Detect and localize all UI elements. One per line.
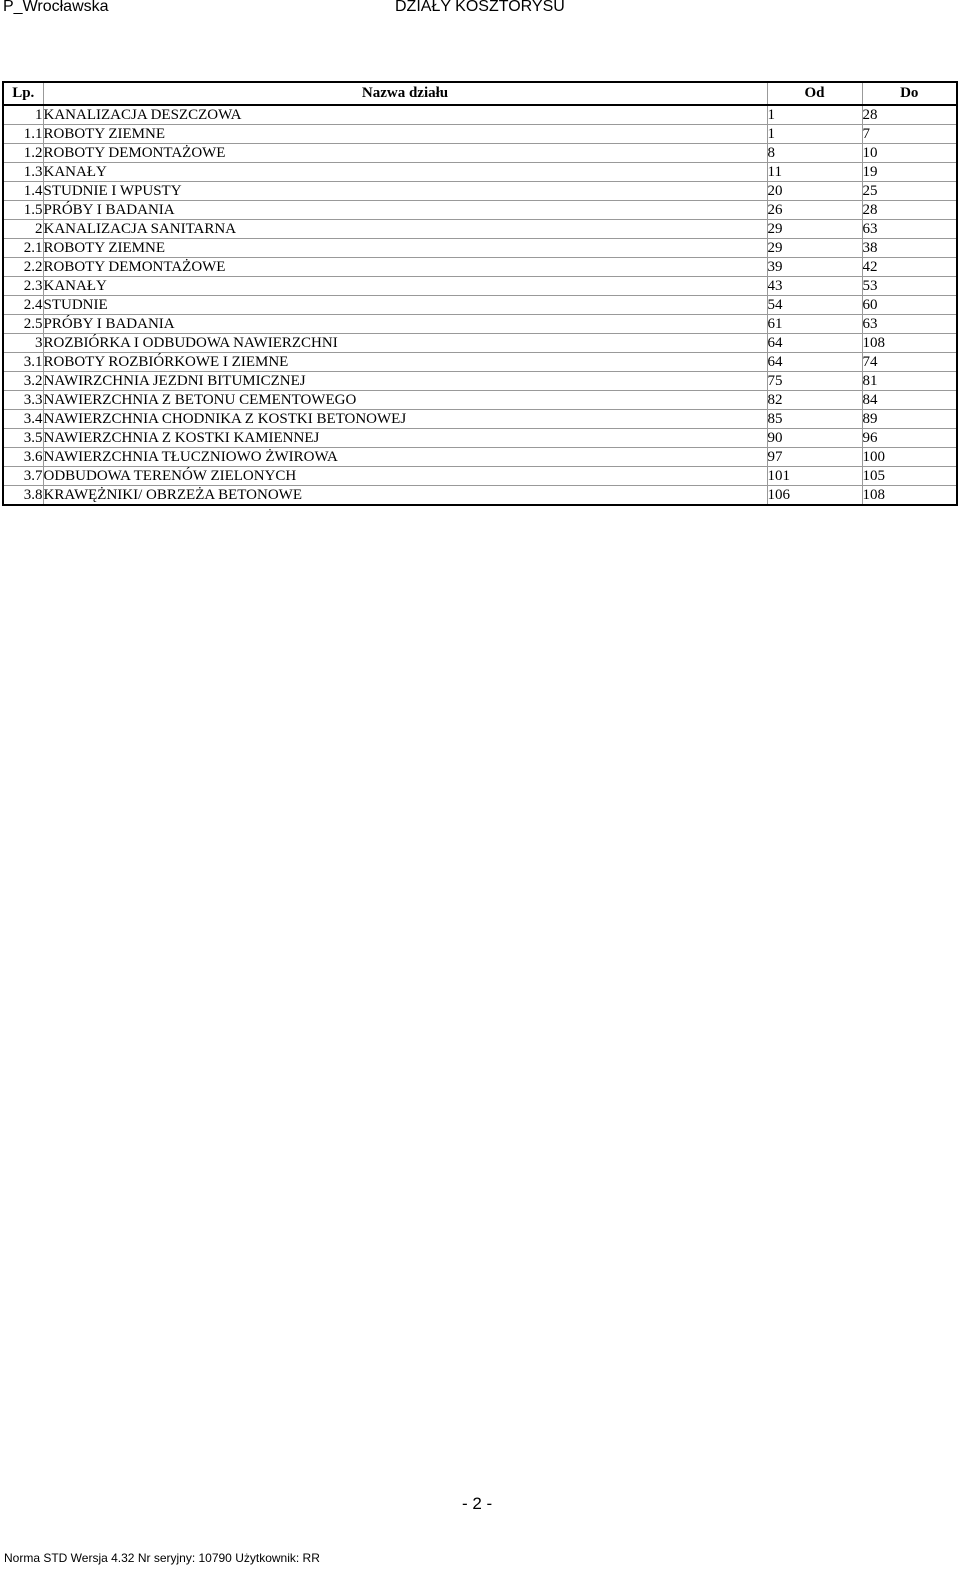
cell-lp: 1: [3, 105, 43, 125]
cell-do: 25: [862, 182, 957, 201]
cell-do: 74: [862, 353, 957, 372]
cell-name: KANALIZACJA DESZCZOWA: [43, 105, 767, 125]
cell-do: 96: [862, 429, 957, 448]
table-row: [3, 182, 957, 201]
cell-name: ROZBIÓRKA I ODBUDOWA NAWIERZCHNI: [43, 334, 767, 353]
table-row: [3, 410, 957, 429]
table-row: [3, 239, 957, 258]
cell-lp: 2.1: [3, 239, 43, 258]
cell-od: 75: [767, 372, 862, 391]
cell-od: 106: [767, 486, 862, 506]
cell-od: 64: [767, 353, 862, 372]
cell-do: 53: [862, 277, 957, 296]
cell-do: 108: [862, 486, 957, 506]
page-number: - 2 -: [462, 1494, 493, 1513]
cell-name: ROBOTY ROZBIÓRKOWE I ZIEMNE: [43, 353, 767, 372]
cell-od: 97: [767, 448, 862, 467]
table-row: [3, 201, 957, 220]
cell-name: NAWIRZCHNIA JEZDNI BITUMICZNEJ: [43, 372, 767, 391]
cell-lp: 3.8: [3, 486, 43, 506]
cell-od: 39: [767, 258, 862, 277]
cell-od: 29: [767, 220, 862, 239]
cell-name: STUDNIE: [43, 296, 767, 315]
cell-lp: 3.7: [3, 467, 43, 486]
cell-lp: 3.3: [3, 391, 43, 410]
cell-lp: 1.3: [3, 163, 43, 182]
cell-name: NAWIERZCHNIA TŁUCZNIOWO ŻWIROWA: [43, 448, 767, 467]
table-row: [3, 334, 957, 353]
cell-name: PRÓBY I BADANIA: [43, 315, 767, 334]
footer-text: Norma STD Wersja 4.32 Nr seryjny: 10790 Użytkownik: RR: [4, 1551, 320, 1565]
cell-lp: 3.4: [3, 410, 43, 429]
column-header-do: Do: [862, 82, 957, 105]
cell-od: 20: [767, 182, 862, 201]
cell-name: STUDNIE I WPUSTY: [43, 182, 767, 201]
cell-name: KANALIZACJA SANITARNA: [43, 220, 767, 239]
cell-od: 26: [767, 201, 862, 220]
cell-od: 1: [767, 125, 862, 144]
cell-lp: 3.1: [3, 353, 43, 372]
table-row: [3, 486, 957, 506]
column-header-od: Od: [767, 82, 862, 105]
cell-name: ODBUDOWA TERENÓW ZIELONYCH: [43, 467, 767, 486]
table-row: [3, 448, 957, 467]
table-row: [3, 391, 957, 410]
cell-do: 100: [862, 448, 957, 467]
cell-name: NAWIERZCHNIA CHODNIKA Z KOSTKI BETONOWEJ: [43, 410, 767, 429]
cell-do: 38: [862, 239, 957, 258]
cell-od: 43: [767, 277, 862, 296]
cell-od: 101: [767, 467, 862, 486]
cell-do: 84: [862, 391, 957, 410]
cell-do: 28: [862, 201, 957, 220]
cell-lp: 3: [3, 334, 43, 353]
cell-lp: 2.2: [3, 258, 43, 277]
cell-lp: 1.4: [3, 182, 43, 201]
cell-do: 108: [862, 334, 957, 353]
cell-lp: 3.6: [3, 448, 43, 467]
table-row: [3, 315, 957, 334]
table-row: [3, 429, 957, 448]
cell-name: NAWIERZCHNIA Z KOSTKI KAMIENNEJ: [43, 429, 767, 448]
document-name: P_Wrocławska: [3, 0, 109, 15]
cell-od: 11: [767, 163, 862, 182]
cell-lp: 2: [3, 220, 43, 239]
cell-name: ROBOTY DEMONTAŻOWE: [43, 258, 767, 277]
cell-do: 28: [862, 105, 957, 125]
cell-od: 8: [767, 144, 862, 163]
cell-do: 63: [862, 220, 957, 239]
cell-od: 54: [767, 296, 862, 315]
cell-name: KRAWĘŻNIKI/ OBRZEŻA BETONOWE: [43, 486, 767, 506]
cell-name: KANAŁY: [43, 277, 767, 296]
cell-od: 29: [767, 239, 862, 258]
cell-lp: 3.5: [3, 429, 43, 448]
table-row: [3, 372, 957, 391]
cell-lp: 2.3: [3, 277, 43, 296]
cell-do: 60: [862, 296, 957, 315]
cell-od: 90: [767, 429, 862, 448]
cell-od: 61: [767, 315, 862, 334]
cell-od: 64: [767, 334, 862, 353]
cell-name: NAWIERZCHNIA Z BETONU CEMENTOWEGO: [43, 391, 767, 410]
cell-name: ROBOTY DEMONTAŻOWE: [43, 144, 767, 163]
cell-lp: 1.1: [3, 125, 43, 144]
table-row: [3, 220, 957, 239]
cell-do: 89: [862, 410, 957, 429]
cell-do: 81: [862, 372, 957, 391]
cell-lp: 1.5: [3, 201, 43, 220]
cell-lp: 2.5: [3, 315, 43, 334]
sections-table: [2, 81, 958, 506]
cell-do: 105: [862, 467, 957, 486]
table-row: [3, 296, 957, 315]
cell-od: 1: [767, 105, 862, 125]
cell-name: ROBOTY ZIEMNE: [43, 239, 767, 258]
table-row: [3, 105, 957, 125]
table-row: [3, 353, 957, 372]
cell-name: ROBOTY ZIEMNE: [43, 125, 767, 144]
table-header-row: [3, 82, 957, 105]
table-row: [3, 258, 957, 277]
column-header-lp: Lp.: [3, 82, 43, 105]
cell-lp: 2.4: [3, 296, 43, 315]
table-row: [3, 277, 957, 296]
cell-name: PRÓBY I BADANIA: [43, 201, 767, 220]
cell-do: 19: [862, 163, 957, 182]
column-header-name: Nazwa działu: [43, 82, 767, 105]
table-row: [3, 144, 957, 163]
cell-lp: 1.2: [3, 144, 43, 163]
table-row: [3, 125, 957, 144]
table-row: [3, 163, 957, 182]
table-row: [3, 467, 957, 486]
cell-do: 7: [862, 125, 957, 144]
document-title: DZIAŁY KOSZTORYSU: [395, 0, 565, 15]
cell-do: 10: [862, 144, 957, 163]
cell-do: 42: [862, 258, 957, 277]
cell-lp: 3.2: [3, 372, 43, 391]
cell-name: KANAŁY: [43, 163, 767, 182]
cell-do: 63: [862, 315, 957, 334]
cell-od: 82: [767, 391, 862, 410]
cell-od: 85: [767, 410, 862, 429]
